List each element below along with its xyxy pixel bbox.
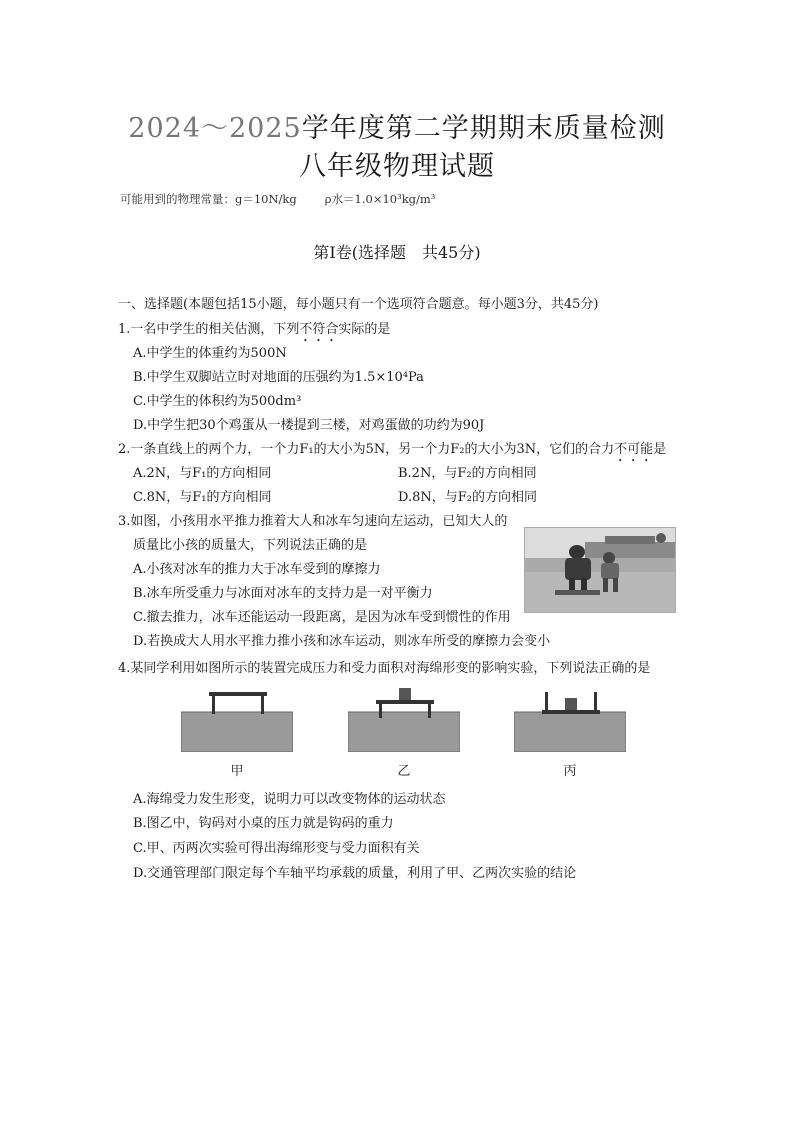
- q4-option-c: C.甲、丙两次实验可得出海绵形变与受力面积有关: [133, 841, 420, 856]
- figure-jia: [181, 686, 293, 752]
- q3-option-b: B.冰车所受重力与冰面对冰车的支持力是一对平衡力: [133, 586, 433, 601]
- q2-option-b: B.2N，与F₂的方向相同: [398, 466, 537, 481]
- exam-title-text: 学年度第二学期期末质量检测: [301, 113, 666, 144]
- constants-label: 可能用到的物理常量：: [120, 192, 235, 206]
- q4-option-a: A.海绵受力发生形变，说明力可以改变物体的运动状态: [133, 792, 446, 807]
- q2-option-d: D.8N，与F₂的方向相同: [398, 490, 537, 505]
- figure-label-yi: 乙: [397, 764, 411, 779]
- section-heading: 一、选择题(本题包括15小题，每小题只有一个选项符合题意。每小题3分，共45分): [118, 297, 599, 312]
- q1-option-b: B.中学生双脚站立时对地面的压强约为1.5×10⁴Pa: [133, 370, 424, 385]
- q3-option-d: D.若换成大人用水平推力推小孩和冰车运动，则冰车所受的摩擦力会变小: [133, 634, 551, 649]
- q2-stem: [118, 438, 666, 465]
- q2-stem-emph: 不可能: [614, 442, 654, 457]
- figure-label-bing: 丙: [563, 764, 577, 779]
- q3-stem-line2: 质量比小孩的质量大，下列说法正确的是: [133, 538, 368, 553]
- q3-stem-line1: 3.如图，小孩用水平推力推着大人和冰车匀速向左运动，已知大人的: [118, 514, 508, 529]
- q1-option-a: A.中学生的体重约为500N: [133, 346, 287, 361]
- q1-stem-b: 实际的是: [338, 322, 391, 337]
- figure-label-jia: 甲: [230, 764, 244, 779]
- q4-option-b: B.图乙中，钩码对小桌的压力就是钩码的重力: [133, 816, 394, 831]
- part-title: 第Ⅰ卷(选择题 共45分): [313, 243, 481, 262]
- q1-stem-a: 1.一名中学生的相关估测，下列: [118, 322, 300, 337]
- exam-title: [0, 106, 794, 145]
- constants-line: [120, 191, 435, 207]
- q4-stem: 4.某同学利用如图所示的装置完成压力和受力面积对海绵形变的影响实验，下列说法正确的是: [118, 661, 651, 676]
- exam-subtitle: 八年级物理试题: [299, 151, 495, 182]
- q3-option-a: A.小孩对冰车的推力大于冰车受到的摩擦力: [133, 562, 381, 577]
- q1-option-d: D.中学生把30个鸡蛋从一楼提到三楼，对鸡蛋做的功约为90J: [133, 418, 485, 433]
- q1-stem: [118, 318, 390, 345]
- q1-option-c: C.中学生的体积约为500dm³: [133, 394, 302, 409]
- figure-yi: [348, 686, 460, 752]
- q1-stem-emph: 不符合: [299, 322, 339, 337]
- q2-stem-b: 是: [653, 442, 667, 457]
- constant-rho: ρ水＝1.0×10³kg/m³: [324, 192, 436, 206]
- q2-stem-a: 2.一条直线上的两个力，一个力F₁的大小为5N，另一个力F₂的大小为3N，它们的合力: [118, 442, 615, 457]
- q3-option-c: C.撤去推力，冰车还能运动一段距离，是因为冰车受到惯性的作用: [133, 610, 511, 625]
- q4-option-d: D.交通管理部门限定每个车轴平均承载的质量，利用了甲、乙两次实验的结论: [133, 866, 577, 881]
- exam-year: 2024～2025: [128, 113, 302, 144]
- q2-option-a: A.2N，与F₁的方向相同: [133, 466, 272, 481]
- q2-option-c: C.8N，与F₁的方向相同: [133, 490, 272, 505]
- ice-sled-photo: [524, 527, 676, 613]
- figure-bing: [514, 686, 626, 752]
- constant-g: g＝10N/kg: [235, 192, 297, 206]
